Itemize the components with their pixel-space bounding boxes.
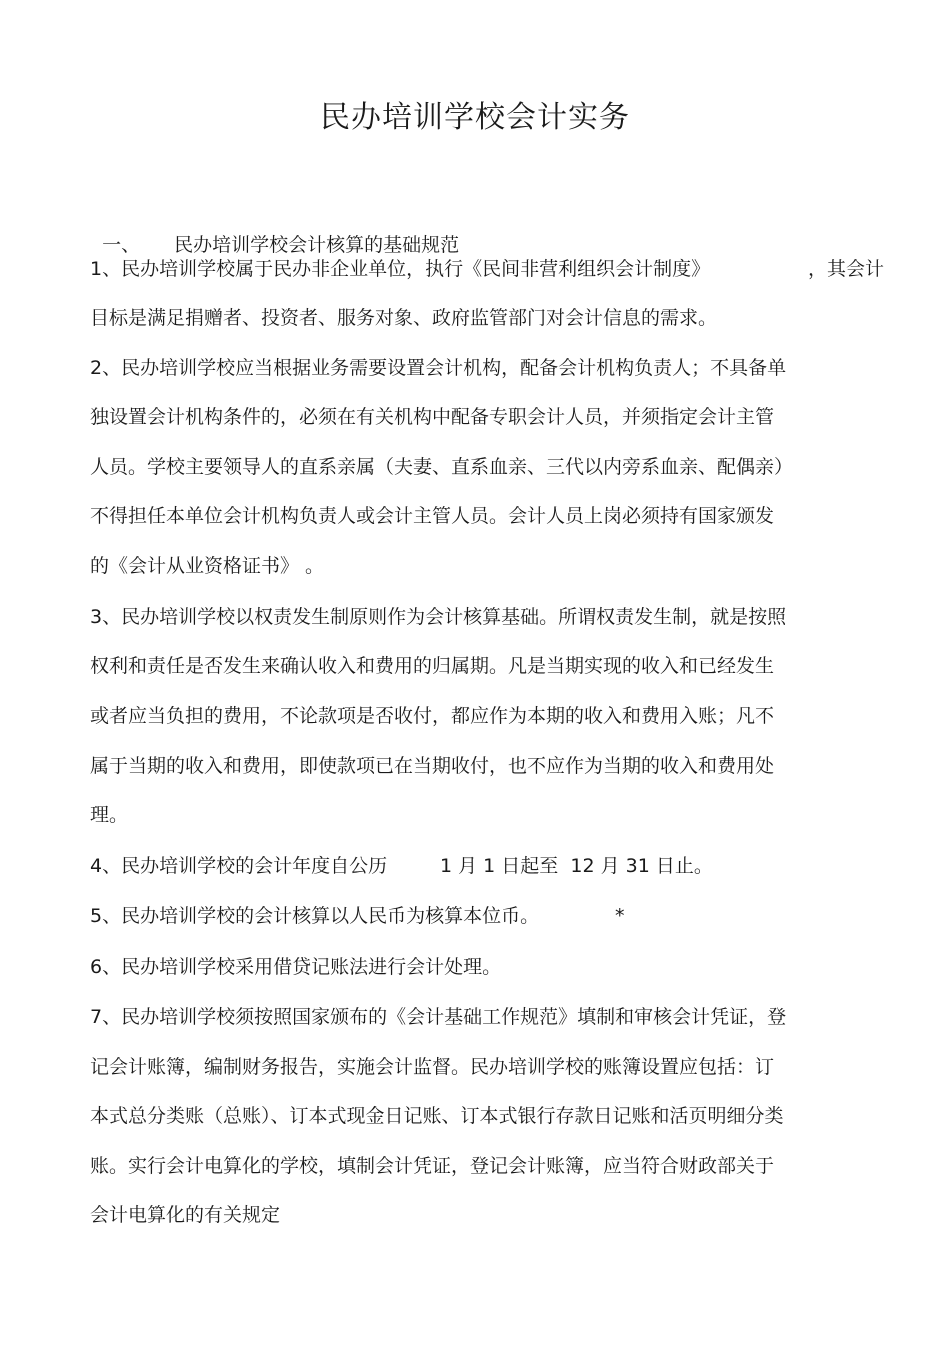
paragraph-line: 4、民办培训学校的会计年度自公历 (90, 855, 388, 877)
paragraph-line: 权利和责任是否发生来确认收入和费用的归属期。凡是当期实现的收入和已经发生 (90, 655, 775, 677)
paragraph-line: 不得担任本单位会计机构负责人或会计主管人员。会计人员上岗必须持有国家颁发 (90, 505, 775, 527)
paragraph-line: 或者应当负担的费用，不论款项是否收付，都应作为本期的收入和费用入账；凡不 (90, 705, 775, 727)
paragraph-line: 人员。学校主要领导人的直系亲属（夫妻、直系血亲、三代以内旁系血亲、配偶亲） (90, 456, 794, 478)
paragraph-line: 属于当期的收入和费用，即使款项已在当期收付，也不应作为当期的收入和费用处 (90, 755, 775, 777)
section-number: 一、 (102, 234, 141, 256)
paragraph-line: 理。 (90, 804, 129, 826)
paragraph-line: 3、民办培训学校以权责发生制原则作为会计核算基础。所谓权责发生制，就是按照 (90, 606, 787, 628)
paragraph-line: 5、民办培训学校的会计核算以人民币为核算本位币。 (90, 905, 540, 927)
section-heading (90, 203, 459, 259)
paragraph-line: 1 月 1 日起至 12 月 31 日止。 (440, 855, 713, 877)
document-title: 民办培训学校会计实务 (320, 100, 630, 135)
paragraph-line: 独设置会计机构条件的，必须在有关机构中配备专职会计人员，并须指定会计主管 (90, 406, 775, 428)
paragraph-line: 7、民办培训学校须按照国家颁布的《会计基础工作规范》填制和审核会计凭证，登 (90, 1006, 787, 1028)
paragraph-line: 会计电算化的有关规定 (90, 1204, 281, 1226)
asterisk-mark: * (615, 905, 625, 927)
paragraph-line: 目标是满足捐赠者、投资者、服务对象、政府监管部门对会计信息的需求。 (90, 307, 718, 329)
paragraph-line: 2、民办培训学校应当根据业务需要设置会计机构，配备会计机构负责人；不具备单 (90, 357, 787, 379)
paragraph-line: 账。实行会计电算化的学校，填制会计凭证，登记会计账簿，应当符合财政部关于 (90, 1155, 775, 1177)
paragraph-line: ，其会计 (808, 258, 885, 280)
paragraph-line: 1、民办培训学校属于民办非企业单位，执行《民间非营利组织会计制度》 (90, 258, 711, 280)
paragraph-line: 的《会计从业资格证书》 。 (90, 555, 325, 577)
paragraph-line: 记会计账簿，编制财务报告，实施会计监督。民办培训学校的账簿设置应包括：订 (90, 1056, 775, 1078)
paragraph-line: 6、民办培训学校采用借贷记账法进行会计处理。 (90, 956, 502, 978)
section-heading-text: 民办培训学校会计核算的基础规范 (174, 234, 460, 256)
paragraph-line: 本式总分类账（总账）、订本式现金日记账、订本式银行存款日记账和活页明细分类 (90, 1105, 784, 1127)
